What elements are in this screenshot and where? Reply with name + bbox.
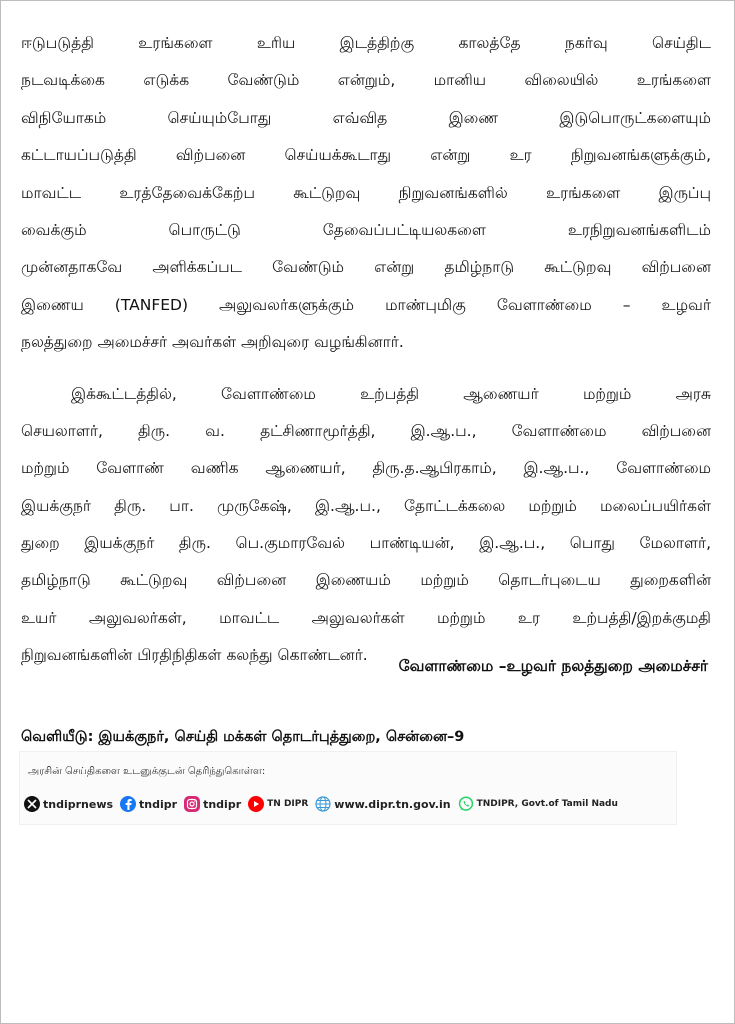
text-line: வைக்கும் பொருட்டு தேவைப்பட்டியலகளை உரநிறுவனங்களிடம் <box>21 220 711 239</box>
globe-icon <box>315 796 331 812</box>
facebook-icon <box>120 796 136 812</box>
release-line: வெளியீடு: இயக்குநர், செய்தி மக்கள் தொடர்புத்துறை, சென்னை–9 <box>21 729 465 745</box>
social-handles <box>24 796 618 812</box>
instagram-handle[interactable] <box>184 796 241 812</box>
whatsapp-handle[interactable] <box>458 796 618 812</box>
social-media-banner <box>19 751 677 825</box>
text-line: நலத்துறை அமைச்சர் அவர்கள் அறிவுரை வழங்கினார். <box>21 333 404 352</box>
text-line: நிறுவனங்களின் பிரதிநிதிகள் கலந்து கொண்டனர். <box>21 646 368 665</box>
body-text <box>21 25 711 675</box>
text-line: தமிழ்நாடு கூட்டுறவு விற்பனை இணையம் மற்றும் தொடர்புடைய துறைகளின் <box>21 571 711 590</box>
facebook-handle[interactable] <box>120 796 177 812</box>
text-line: செயலாளர், திரு. வ. தட்சிணாமூர்த்தி, இ.ஆ.ப., வேளாண்மை விற்பனை <box>21 421 711 440</box>
handle-label: tndipr <box>203 797 242 811</box>
text-line: மற்றும் வேளாண் வணிக ஆணையர், திரு.த.ஆபிரகாம், இ.ஆ.ப., வேளாண்மை <box>21 459 711 478</box>
text-line: ஈடுபடுத்தி உரங்களை உரிய இடத்திற்கு காலத்தே நகர்வு செய்திட <box>21 34 711 52</box>
text-line: இயக்குநர் திரு. பா. முருகேஷ், இ.ஆ.ப., தோட்டக்கலை மற்றும் மலைப்பயிர்கள் <box>21 496 711 515</box>
website-handle[interactable] <box>315 796 450 812</box>
text-line: முன்னதாகவே அளிக்கப்பட வேண்டும் என்று தமிழ்நாடு கூட்டுறவு விற்பனை <box>21 258 711 277</box>
social-note: அரசின் செய்திகளை உடனுக்குடன் தெரிந்துகொள்ள: <box>28 766 266 777</box>
youtube-handle[interactable] <box>248 796 308 812</box>
handle-label: tndiprnews <box>43 797 114 811</box>
youtube-icon <box>248 796 264 812</box>
handle-label: www.dipr.tn.gov.in <box>334 797 451 811</box>
instagram-icon <box>184 796 200 812</box>
text-line: மாவட்ட உரத்தேவைக்கேற்ப கூட்டுறவு நிறுவனங்களில் உரங்களை இருப்பு <box>21 183 711 202</box>
text-line: இணைய (TANFED) அலுவலர்களுக்கும் மாண்புமிகு வேளாண்மை – உழவர் <box>21 295 711 314</box>
text-line: விநியோகம் செய்யும்போது எவ்வித இணை இடுபொருட்களையும் <box>21 108 711 127</box>
x-icon <box>24 796 40 812</box>
x-handle[interactable] <box>24 796 113 812</box>
handle-label: TNDIPR, Govt.of Tamil Nadu <box>476 799 618 809</box>
text-line: கட்டாயப்படுத்தி விற்பனை செய்யக்கூடாது என்று உர நிறுவனங்களுக்கும், <box>21 146 711 165</box>
text-line: நடவடிக்கை எடுக்க வேண்டும் என்றும், மானிய விலையில் உரங்களை <box>21 71 711 90</box>
whatsapp-icon <box>458 796 474 812</box>
text-line: துறை இயக்குநர் திரு. பெ.குமாரவேல் பாண்டியன், இ.ஆ.ப., பொது மேலாளர், <box>21 534 711 553</box>
text-line: உயர் அலுவலர்கள், மாவட்ட அலுவலர்கள் மற்றும் உர உற்பத்தி/இறக்குமதி <box>21 608 711 627</box>
signature: வேளாண்மை –உழவர் நலத்துறை அமைச்சர் <box>398 657 708 675</box>
text-line: இக்கூட்டத்தில், வேளாண்மை உற்பத்தி ஆணையர் மற்றும் அரசு <box>71 384 711 403</box>
handle-label: TN DIPR <box>267 799 309 809</box>
handle-label: tndipr <box>139 797 178 811</box>
